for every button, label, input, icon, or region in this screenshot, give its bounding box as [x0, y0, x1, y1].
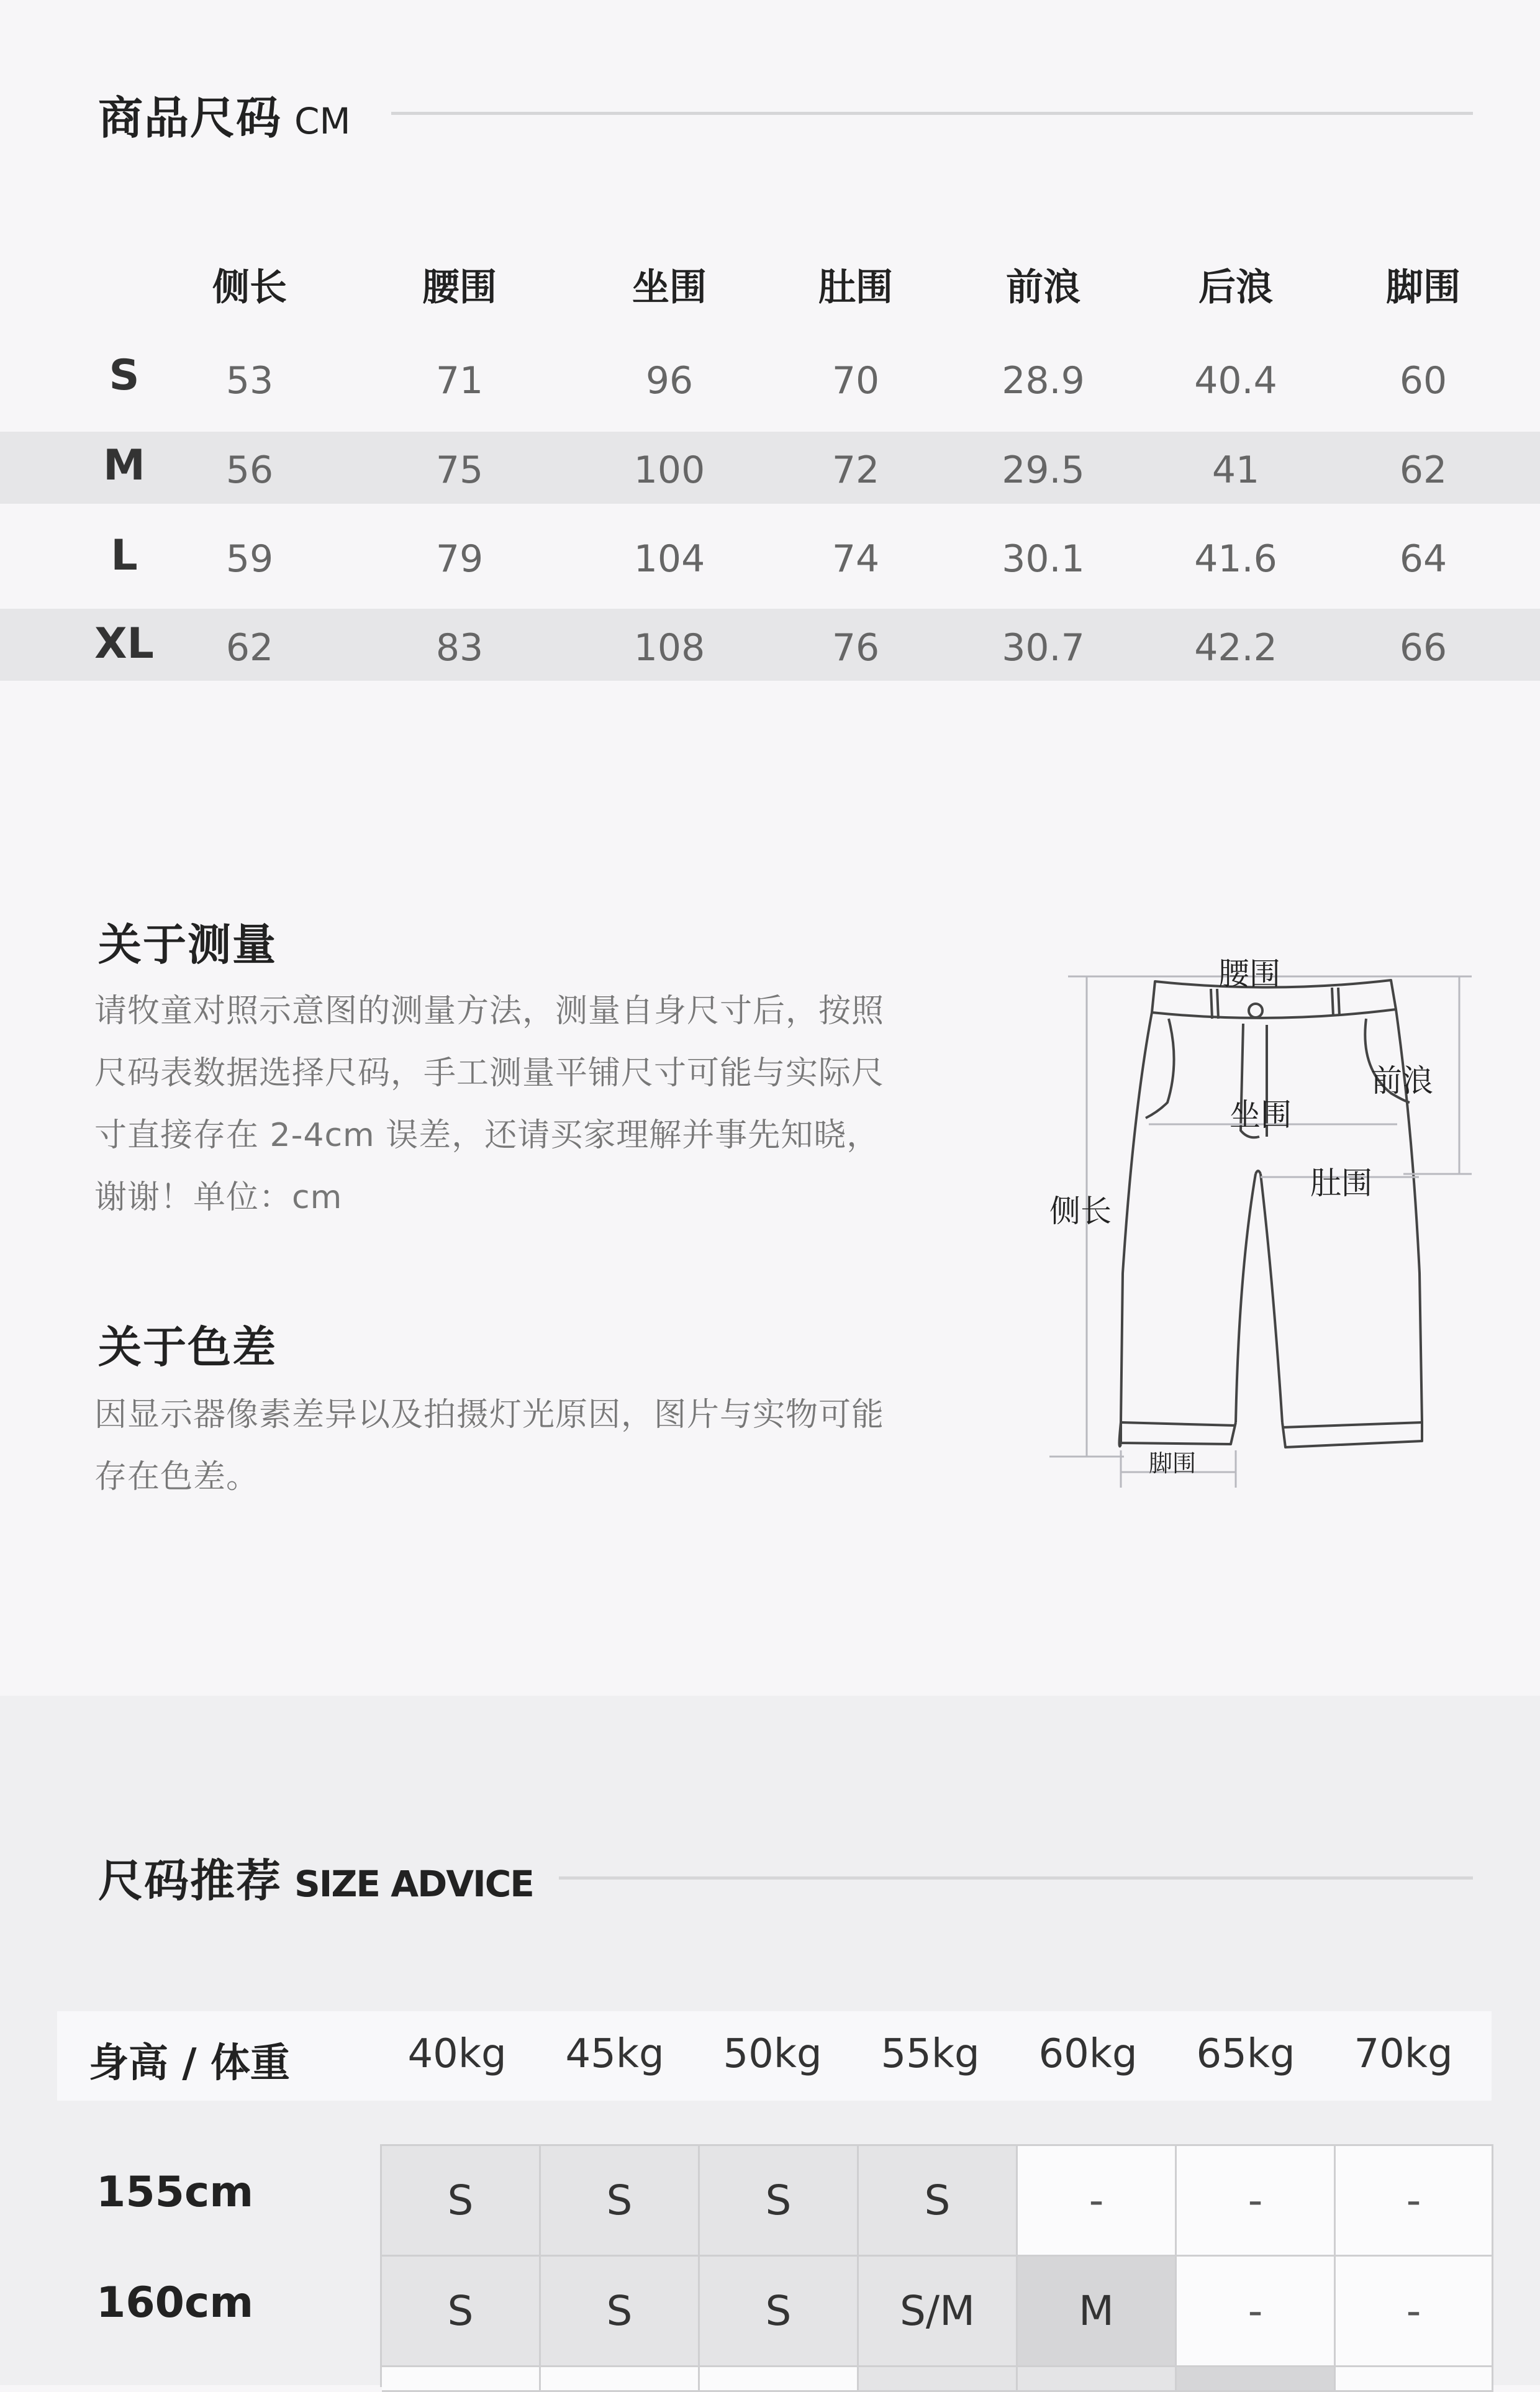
advice-cell: [1018, 2367, 1177, 2392]
table-cell: 62: [1399, 448, 1447, 492]
col-header-hip: 坐围: [632, 266, 707, 309]
color-note-body: [94, 1384, 976, 1508]
height-row-label: 155cm: [96, 2168, 254, 2217]
advice-cell: -: [1177, 2146, 1336, 2257]
table-cell: 60: [1399, 359, 1447, 402]
size-advice-grid: [380, 2144, 1493, 2387]
col-header-waist: 腰围: [422, 266, 497, 309]
weight-header: 50kg: [723, 2031, 822, 2077]
table-cell: 71: [435, 359, 484, 402]
advice-cell: S/M: [859, 2257, 1018, 2367]
diagram-label-belly: 肚围: [1310, 1165, 1372, 1201]
table-cell: 83: [435, 626, 484, 670]
measure-note-line: 寸直接存在 2-4cm 误差，还请买家理解并事先知晓，: [94, 1117, 880, 1154]
weight-header: 40kg: [407, 2031, 507, 2077]
col-header-belly: 肚围: [818, 266, 893, 309]
table-cell: 70: [831, 359, 880, 402]
advice-cell: S: [859, 2146, 1018, 2257]
table-cell: 40.4: [1194, 359, 1277, 402]
advice-subtitle: SIZE ADVICE: [294, 1863, 533, 1905]
table-cell: 64: [1399, 537, 1447, 581]
table-cell: 41: [1212, 448, 1260, 492]
table-cell: 75: [435, 448, 484, 492]
advice-cell: -: [1336, 2146, 1493, 2257]
table-cell: 100: [633, 448, 705, 492]
measure-note-line: 尺码表数据选择尺码，手工测量平铺尺寸可能与实际尺: [94, 1055, 885, 1092]
advice-cell: S: [382, 2257, 541, 2367]
advice-cell: [1177, 2367, 1336, 2392]
table-cell: 76: [831, 626, 880, 670]
advice-section-title: [98, 1845, 533, 1909]
height-row-label: 160cm: [96, 2278, 254, 2327]
title-divider: [391, 112, 1473, 115]
weight-header: 60kg: [1038, 2031, 1138, 2077]
advice-cell: S: [382, 2146, 541, 2257]
diagram-label-hip: 坐围: [1230, 1097, 1292, 1133]
table-cell: 72: [831, 448, 880, 492]
table-cell: 59: [225, 537, 274, 581]
advice-cell: S: [700, 2257, 859, 2367]
advice-cell: [700, 2367, 859, 2392]
advice-cell: S: [700, 2146, 859, 2257]
color-note-line: 存在色差。: [94, 1458, 260, 1496]
table-cell: 42.2: [1194, 626, 1277, 670]
row-label-l: L: [111, 531, 138, 580]
advice-cell: -: [1336, 2257, 1493, 2367]
table-cell: 66: [1399, 626, 1447, 670]
col-header-hem: 脚围: [1386, 266, 1461, 309]
advice-cell: [1336, 2367, 1493, 2392]
measure-note-title: 关于测量: [98, 919, 277, 970]
advice-cell: S: [541, 2146, 700, 2257]
table-cell: 30.1: [1002, 537, 1085, 581]
diagram-label-front-rise: 前浪: [1371, 1063, 1433, 1099]
row-label-m: M: [103, 441, 145, 490]
col-header-front-rise: 前浪: [1006, 266, 1080, 309]
weight-header: 65kg: [1196, 2031, 1295, 2077]
table-cell: 41.6: [1194, 537, 1277, 581]
table-cell: 30.7: [1002, 626, 1085, 670]
table-cell: 28.9: [1002, 359, 1085, 402]
row-label-s: S: [109, 351, 140, 400]
advice-title-text: 尺码推荐: [98, 1855, 283, 1907]
size-unit: CM: [294, 100, 351, 142]
measure-note-line: 请牧童对照示意图的测量方法，测量自身尺寸后，按照: [94, 993, 885, 1030]
table-cell: 29.5: [1002, 448, 1085, 492]
diagram-label-waist: 腰围: [1218, 956, 1280, 992]
advice-cell: S: [541, 2257, 700, 2367]
table-cell: 79: [435, 537, 484, 581]
color-note-title: 关于色差: [98, 1322, 277, 1373]
table-cell: 96: [645, 359, 694, 402]
measure-note-line: 谢谢！单位：cm: [94, 1179, 343, 1216]
height-weight-header: 身高 / 体重: [89, 2040, 290, 2086]
size-section-title: [98, 82, 351, 147]
col-header-back-rise: 后浪: [1198, 266, 1273, 309]
advice-cell: [382, 2367, 541, 2392]
table-cell: 62: [225, 626, 274, 670]
color-note-line: 因显示器像素差异以及拍摄灯光原因，图片与实物可能: [94, 1396, 885, 1434]
measure-note-body: [94, 980, 976, 1229]
weight-header: 55kg: [881, 2031, 980, 2077]
weight-header: 70kg: [1354, 2031, 1453, 2077]
advice-cell: M: [1018, 2257, 1177, 2367]
table-cell: 53: [225, 359, 274, 402]
advice-cell: -: [1018, 2146, 1177, 2257]
pants-measurement-diagram: [1025, 925, 1521, 1503]
table-cell: 108: [633, 626, 705, 670]
col-header-side-length: 侧长: [212, 266, 287, 309]
table-cell: 104: [633, 537, 705, 581]
advice-cell: [541, 2367, 700, 2392]
advice-cell: [859, 2367, 1018, 2392]
size-title-text: 商品尺码: [98, 92, 283, 144]
row-label-xl: XL: [94, 619, 154, 668]
advice-divider: [559, 1876, 1473, 1880]
diagram-label-hem: 脚围: [1149, 1450, 1197, 1477]
table-cell: 74: [831, 537, 880, 581]
table-cell: 56: [225, 448, 274, 492]
weight-header: 45kg: [565, 2031, 664, 2077]
advice-cell: -: [1177, 2257, 1336, 2367]
diagram-label-side-length: 侧长: [1049, 1193, 1112, 1229]
